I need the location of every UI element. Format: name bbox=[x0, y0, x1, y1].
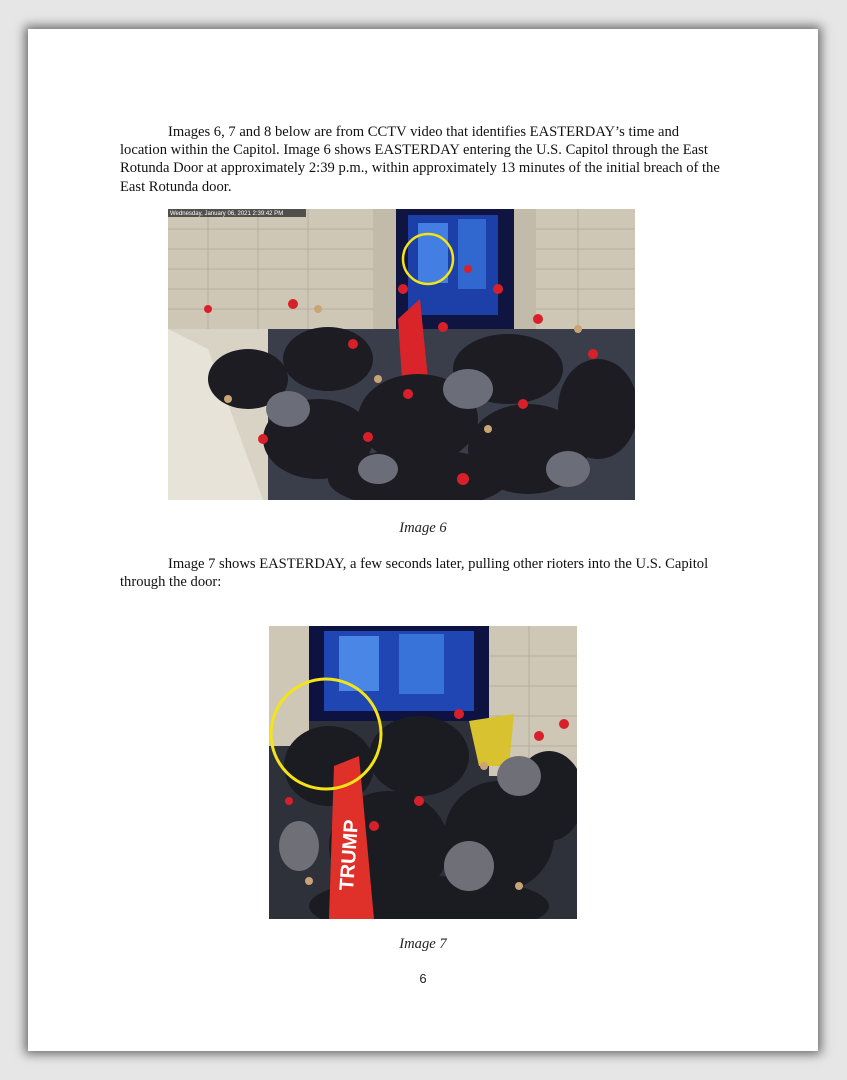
image-6-photo bbox=[168, 209, 635, 500]
image-7-flag-text: TRUMP bbox=[336, 818, 363, 892]
paragraph-images-6-7-8 bbox=[120, 123, 720, 196]
paragraph-image-7 bbox=[120, 555, 720, 591]
paragraph-1-text: Images 6, 7 and 8 below are from CCTV video that identifies EASTERDAY’s time and location within the Capitol. Image 6 shows EASTERDAY entering the U.S. Capitol through the East Rotunda Door at approximately 2:39 p.m., within approximately 13 minutes of the initial breach of the East Rotunda door. bbox=[120, 124, 720, 195]
document-page bbox=[28, 29, 818, 1051]
image-6-timestamp: Wednesday, January 06, 2021 2:39:42 PM bbox=[170, 211, 284, 217]
page-number: 6 bbox=[419, 971, 427, 986]
image-7-photo bbox=[269, 626, 577, 919]
image-7-caption: Image 7 bbox=[399, 936, 447, 952]
image-6-cctv-frame bbox=[168, 209, 635, 500]
paragraph-2-text: Image 7 shows EASTERDAY, a few seconds later, pulling other rioters into the U.S. Capitol through the door: bbox=[120, 556, 709, 591]
image-7-cctv-frame bbox=[269, 626, 577, 919]
image-6-caption: Image 6 bbox=[399, 520, 447, 536]
